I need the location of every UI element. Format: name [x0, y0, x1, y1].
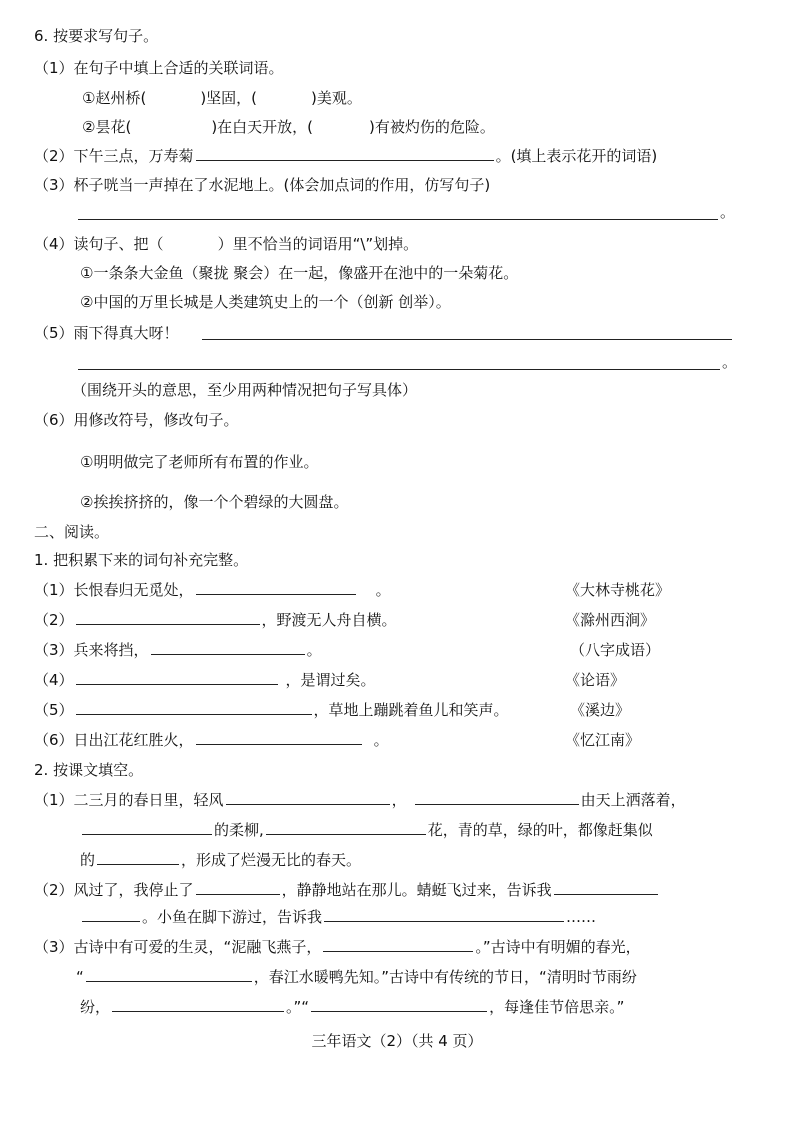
answer-line[interactable]	[86, 967, 252, 982]
text: 的	[80, 851, 96, 869]
q6-p1-s2-a: ②昙花(	[82, 118, 132, 136]
q6-p4-text-a: 读句子、把（	[73, 235, 164, 253]
item-after: ，是谓过矣。	[285, 671, 376, 689]
s2-q2-p1-l3	[80, 850, 361, 870]
s2-q2-title: 2. 按课文填空。	[34, 761, 144, 779]
s2-q2-p3-l3	[80, 997, 624, 1017]
s2-q2-p1-l1	[34, 790, 686, 810]
q6-p1-s1-a: ①赵州桥(	[82, 89, 147, 107]
text: ，	[391, 791, 407, 809]
s2-q1-item-5	[34, 700, 509, 720]
item-after: ，野渡无人舟自横。	[261, 611, 397, 629]
answer-line[interactable]	[82, 820, 212, 835]
q6-p1-s2-c: )有被灼伤的危险。	[369, 118, 495, 136]
q6-p1-text: 在句子中填上合适的关联词语。	[73, 59, 284, 77]
item-num: （6）	[34, 731, 74, 749]
item-source: （八字成语）	[570, 641, 661, 659]
q6-p5	[34, 323, 179, 343]
text: 的柔柳,	[214, 821, 264, 839]
answer-line[interactable]	[226, 790, 390, 805]
item-num: （5）	[34, 701, 74, 719]
item-source: 《滁州西涧》	[565, 611, 656, 629]
q6-p5-num: （5）	[34, 324, 74, 342]
q6-p3	[34, 175, 490, 195]
answer-line[interactable]	[196, 880, 280, 895]
q6-p4-s1[interactable]: ①一条条大金鱼（聚拢 聚会）在一起，像盛开在池中的一朵菊花。	[80, 264, 519, 282]
q6-p1-s1	[82, 88, 362, 108]
item-before: 日出江花红胜火，	[73, 731, 194, 749]
answer-line[interactable]	[324, 907, 564, 922]
s2-q2-p1-l2	[80, 820, 653, 840]
q6-p3-text: 杯子咣当一声掉在了水泥地上。(体会加点词的作用，仿写句子)	[73, 176, 491, 194]
q6-p3-num: （3）	[34, 176, 74, 194]
answer-line[interactable]	[76, 610, 260, 625]
q6-p1-s1-c: )美观。	[311, 89, 362, 107]
text: 。”古诗中有明媚的春光，	[475, 938, 641, 956]
q6-p1-s2	[82, 117, 495, 137]
answer-line[interactable]	[196, 730, 362, 745]
item-source: 《大林寺桃花》	[565, 581, 671, 599]
item-before: 兵来将挡，	[73, 641, 149, 659]
s2-q1-item-1	[34, 580, 391, 600]
answer-line[interactable]	[82, 907, 140, 922]
q6-p6	[34, 410, 239, 430]
text: 二三月的春日里，轻风	[73, 791, 224, 809]
item-after: 。	[306, 641, 322, 659]
s2-q2-p2-l2	[80, 907, 596, 927]
s2-q1-title: 1. 把积累下来的词句补充完整。	[34, 551, 249, 569]
answer-line[interactable]	[415, 790, 579, 805]
text: 风过了，我停止了	[73, 881, 194, 899]
q6-p5-text: 雨下得真大呀！	[73, 324, 179, 342]
q6-p5-end: 。	[722, 353, 738, 371]
item-num: （3）	[34, 641, 74, 659]
q6-p3-end: 。	[720, 203, 736, 221]
section-title: 二、阅读。	[34, 523, 110, 541]
q6-p2-text-b: 。(填上表示花开的词语)	[495, 147, 658, 165]
answer-line[interactable]	[76, 700, 312, 715]
text: ，春江水暖鸭先知。”古诗中有传统的节日，“清明时节雨纷	[253, 968, 637, 986]
item-source: 《论语》	[565, 671, 626, 689]
q6-p1-s2-b: )在白天开放，(	[211, 118, 314, 136]
q6-p2-num: （2）	[34, 147, 74, 165]
s2-q2-p3-l1	[34, 937, 641, 957]
text: ，静静地站在那儿。蜻蜓飞过来，告诉我	[281, 881, 552, 899]
q6-p6-s1[interactable]: ①明明做完了老师所有布置的作业。	[80, 453, 319, 471]
s2-q2-p2-l1	[34, 880, 660, 900]
answer-line[interactable]	[112, 997, 284, 1012]
item-num: （4）	[34, 671, 74, 689]
q6-p1	[34, 58, 284, 78]
p-num: （3）	[34, 938, 74, 956]
answer-line[interactable]	[97, 850, 179, 865]
q6-p1-s1-b: )坚固，(	[200, 89, 258, 107]
q6-p6-s2[interactable]: ②挨挨挤挤的，像一个个碧绿的大圆盘。	[80, 493, 349, 511]
answer-line[interactable]	[151, 640, 305, 655]
text: 。”“	[286, 998, 310, 1016]
answer-line[interactable]	[266, 820, 426, 835]
answer-line[interactable]	[196, 146, 494, 161]
q6-p2-text-a: 下午三点，万寿菊	[73, 147, 194, 165]
item-after: 。	[375, 581, 391, 599]
item-before: 长恨春归无觅处，	[73, 581, 194, 599]
q6-p4-num: （4）	[34, 235, 74, 253]
text: ，形成了烂漫无比的春天。	[181, 851, 362, 869]
page-footer: 三年语文（2）（共 4 页）	[311, 1032, 483, 1050]
text: 由天上洒落着，	[580, 791, 686, 809]
s2-q1-item-3	[34, 640, 322, 660]
q6-p6-num: （6）	[34, 411, 74, 429]
text: ，每逢佳节倍思亲。”	[489, 998, 625, 1016]
answer-line[interactable]	[202, 339, 732, 340]
s2-q1-item-4	[34, 670, 376, 690]
text: “	[76, 968, 84, 986]
q6-title: 6. 按要求写句子。	[34, 27, 159, 45]
s2-q1-item-2	[34, 610, 397, 630]
answer-line[interactable]	[323, 937, 473, 952]
q6-p1-num: （1）	[34, 59, 74, 77]
item-after: ，草地上蹦跳着鱼儿和笑声。	[313, 701, 509, 719]
q6-p4-text-b: ）里不恰当的词语用“\”划掉。	[217, 235, 419, 253]
answer-line[interactable]	[196, 580, 356, 595]
answer-line[interactable]	[311, 997, 487, 1012]
s2-q2-p3-l2	[76, 967, 637, 987]
q6-p6-text: 用修改符号，修改句子。	[73, 411, 239, 429]
s2-q1-item-6	[34, 730, 389, 750]
answer-line[interactable]	[78, 219, 718, 220]
answer-line[interactable]	[78, 369, 720, 370]
item-source: 《忆江南》	[565, 731, 641, 749]
text: 。小鱼在脚下游过，告诉我	[142, 908, 323, 926]
q6-p4	[34, 234, 418, 254]
text: 花，青的草，绿的叶，都像赶集似	[427, 821, 653, 839]
item-source: 《溪边》	[570, 701, 631, 719]
q6-p5-note: （围绕开头的意思，至少用两种情况把句子写具体）	[72, 381, 418, 399]
answer-line[interactable]	[76, 670, 278, 685]
item-num: （1）	[34, 581, 74, 599]
item-num: （2）	[34, 611, 74, 629]
text: 古诗中有可爱的生灵，“泥融飞燕子，	[73, 938, 322, 956]
q6-p4-s2[interactable]: ②中国的万里长城是人类建筑史上的一个（创新 创举）。	[80, 293, 451, 311]
q6-p2	[34, 146, 657, 166]
p-num: （1）	[34, 791, 74, 809]
item-after: 。	[373, 731, 389, 749]
answer-line[interactable]	[554, 880, 658, 895]
text: ……	[566, 908, 597, 926]
p-num: （2）	[34, 881, 74, 899]
text: 纷，	[80, 998, 111, 1016]
